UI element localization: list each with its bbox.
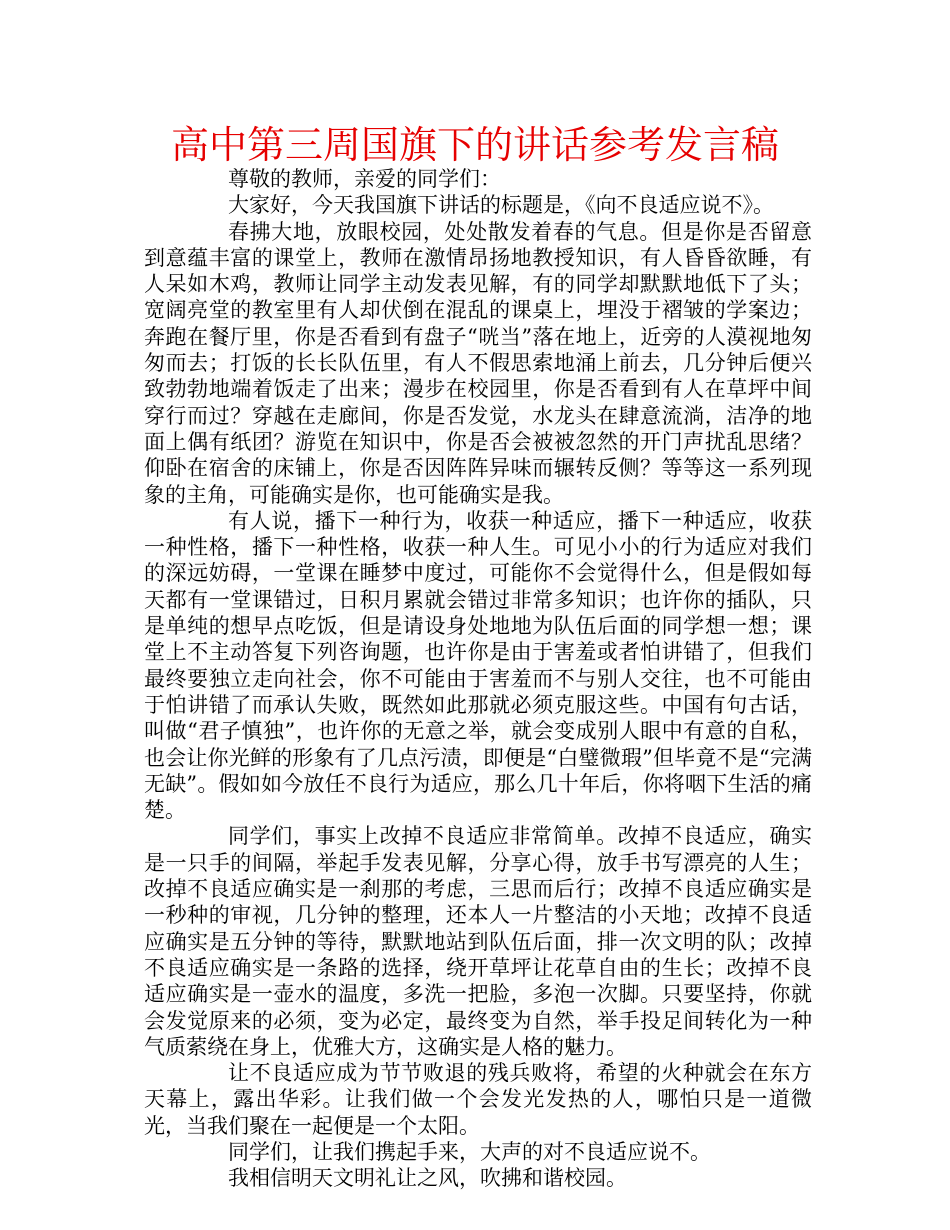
paragraph-spring-campus: 春拂大地，放眼校园，处处散发着春的气息。但是你是否留意到意蕴丰富的课堂上，教师在激情昂扬地教授知识，有人昏昏欲睡，有人呆如木鸡，教师让同学主动发表见解，有的同学却默默地低下了头；宽阔亮堂的教室里有人却伏倒在混乱的课桌上，埋没于褶皱的学案边；奔跑在餐厅里，你是否看到有盘子“咣当”落在地上，近旁的人漠视地匆匆而去；打饭的长长队伍里，有人不假思索地涌上前去，几分钟后便兴致勃勃地端着饭走了出来；漫步在校园里，你是否看到有人在草坪中间穿行而过？穿越在走廊间，你是否发觉，水龙头在肆意流淌，洁净的地面上偶有纸团？游览在知识中，你是否会被被忽然的开门声扰乱思绪？仰卧在宿舍的床铺上，你是否因阵阵异味而辗转反侧？等等这一系列现象的主角，可能确实是你，也可能确实是我。 xyxy=(144,219,812,507)
document-body xyxy=(144,166,812,1192)
salutation: 尊敬的教师，亲爱的同学们： xyxy=(228,167,501,191)
document-title: 高中第三周国旗下的讲话参考发言稿 xyxy=(170,123,779,167)
paragraph-call-to-action: 同学们，让我们携起手来，大声的对不良适应说不。 xyxy=(228,1139,711,1164)
paragraph-changing-habits: 同学们，事实上改掉不良适应非常简单。改掉不良适应，确实是一只手的间隔，举起手发表见解，分享心得，放手书写漂亮的人生；改掉不良适应确实是一刹那的考虑，三思而后行；改掉不良适应确实是一秒种的审视，几分钟的整理，还本人一片整洁的小天地；改掉不良适应确实是五分钟的等待，默默地站到队伍后面，排一次文明的队；改掉不良适应确实是一条路的选择，绕开草坪让花草自由的生长；改掉不良适应确实是一壶水的温度，多洗一把脸，多泡一次脚。只要坚持，你就会发觉原来的必须，变为必定，最终变为自然，举手投足间转化为一种气质萦绕在身上，优雅大方，这确实是人格的魅力。 xyxy=(144,824,812,1059)
paragraph-habits-character: 有人说，播下一种行为，收获一种适应，播下一种适应，收获一种性格，播下一种性格，收获一种人生。可见小小的行为适应对我们的深远妨碍，一堂课在睡梦中度过，可能你不会觉得什么，但是假如每天都有一堂课错过，日积月累就会错过非常多知识；也许你的插队，只是单纯的想早点吃饭，但是请设身处地地为队伍后面的同学想一想；课堂上不主动答复下列咨询题，也许你是由于害羞或者怕讲错了，但我们最终要独立走向社会，你不可能由于害羞而不与别人交往，也不可能由于怕讲错了而承认失败，既然如此那就必须克服这些。中国有句古话，叫做“君子慎独”，也许你的无意之举，就会变成别人眼中有意的自私，也会让你光鲜的形象有了几点污渍，即便是“白璧微瑕”但毕竟不是“完满无缺”。假如如今放任不良行为适应，那么几十年后，你将咽下生活的痛楚。 xyxy=(144,508,812,823)
paragraph-closing: 我相信明天文明礼让之风，吹拂和谐校园。 xyxy=(228,1166,627,1191)
paragraph-greeting: 大家好，今天我国旗下讲话的标题是，《向不良适应说不》。 xyxy=(228,193,774,218)
paragraph-hope: 让不良适应成为节节败退的残兵败将，希望的火种就会在东方天幕上，露出华彩。让我们做一个会发光发热的人，哪怕只是一道微光，当我们聚在一起便是一个太阳。 xyxy=(144,1061,812,1138)
